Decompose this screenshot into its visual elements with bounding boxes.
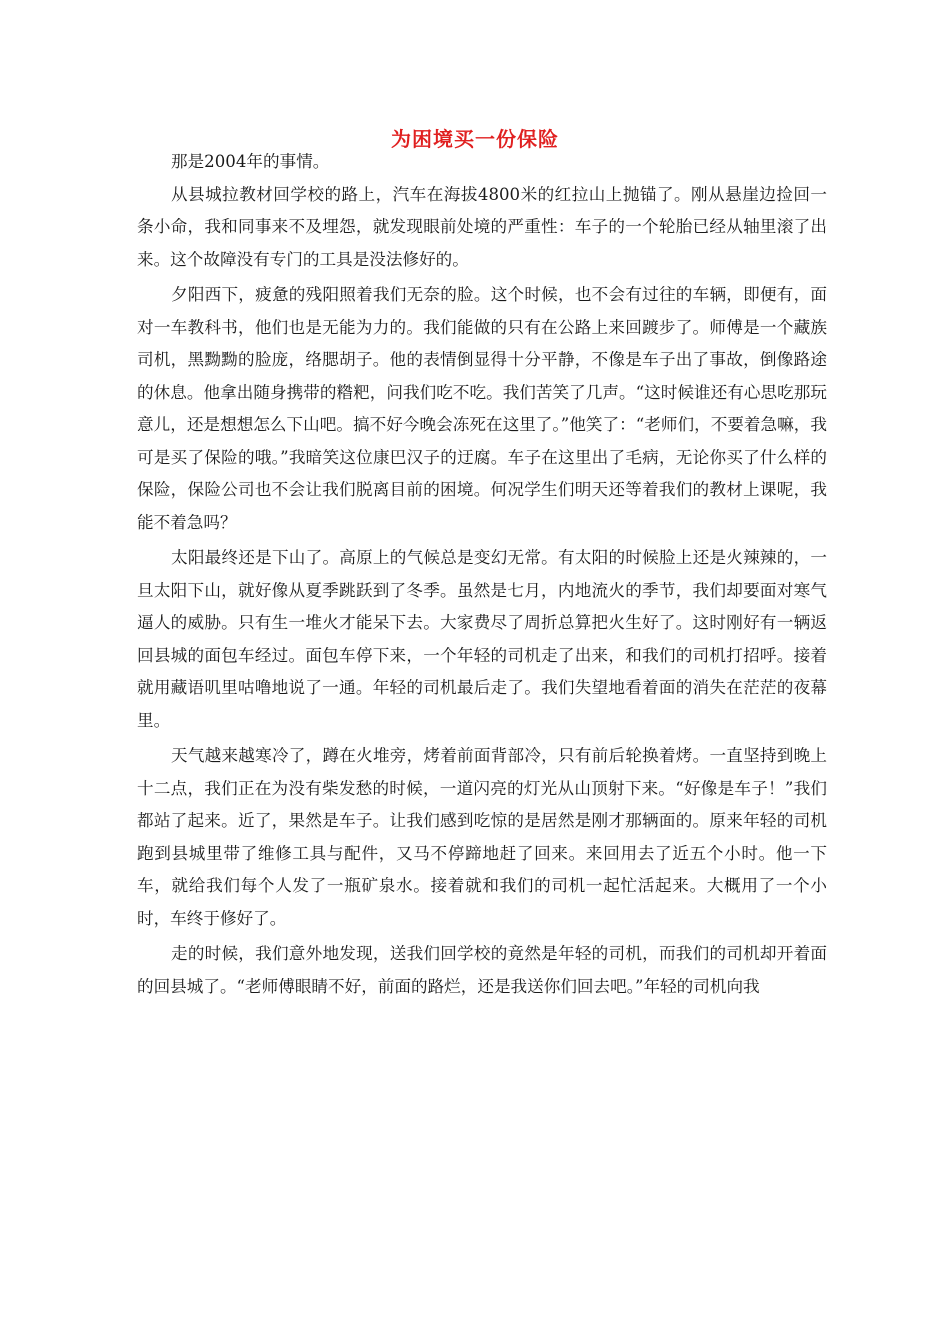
paragraph-4: 太阳最终还是下山了。高原上的气候总是变幻无常。有太阳的时候脸上还是火辣辣的，一旦太阳下山，就好像从夏季跳跃到了冬季。虽然是七月，内地流火的季节，我们却要面对寒气逼人的威胁。只有生一堆火才能呆下去。大家费尽了周折总算把火生好了。这时刚好有一辆返回县城的面包车经过。面包车停下来，一个年轻的司机走了出来，和我们的司机打招呼。接着就用藏语叽里咕噜地说了一通。年轻的司机最后走了。我们失望地看着面的消失在茫茫的夜幕里。 — [137, 548, 827, 730]
paragraph-5: 天气越来越寒冷了，蹲在火堆旁，烤着前面背部冷，只有前后轮换着烤。一直坚持到晚上十二点，我们正在为没有柴发愁的时候，一道闪亮的灯光从山顶射下来。“好像是车子！”我们都站了起来。近了，果然是车子。让我们感到吃惊的是居然是刚才那辆面的。原来年轻的司机跑到县城里带了维修工具与配件，又马不停蹄地赶了回来。来回用去了近五个小时。他一下车，就给我们每个人发了一瓶矿泉水。接着就和我们的司机一起忙活起来。大概用了一个小时，车终于修好了。 — [137, 746, 827, 928]
document-title: 为困境买一份保险 — [391, 127, 559, 151]
paragraph-3: 夕阳西下，疲惫的残阳照着我们无奈的脸。这个时候，也不会有过往的车辆，即便有，面对一车教科书，他们也是无能为力的。我们能做的只有在公路上来回踱步了。师傅是一个藏族司机，黑黝黝的脸庞，络腮胡子。他的表情倒显得十分平静，不像是车子出了事故，倒像路途的休息。他拿出随身携带的糌粑，问我们吃不吃。我们苦笑了几声。“这时候谁还有心思吃那玩意儿，还是想想怎么下山吧。搞不好今晚会冻死在这里了。”他笑了：“老师们，不要着急嘛，我可是买了保险的哦。”我暗笑这位康巴汉子的迂腐。车子在这里出了毛病，无论你买了什么样的保险，保险公司也不会让我们脱离目前的困境。何况学生们明天还等着我们的教材上课呢，我能不着急吗？ — [137, 285, 827, 532]
paragraph-6: 走的时候，我们意外地发现，送我们回学校的竟然是年轻的司机，而我们的司机却开着面的回县城了。“老师傅眼睛不好，前面的路烂，还是我送你们回去吧。”年轻的司机向我 — [137, 944, 827, 996]
document-body — [137, 146, 827, 1003]
paragraph-1: 那是2004年的事情。 — [171, 152, 330, 171]
paragraph-2: 从县城拉教材回学校的路上，汽车在海拔4800米的红拉山上抛锚了。刚从悬崖边捡回一条小命，我和同事来不及埋怨，就发现眼前处境的严重性：车子的一个轮胎已经从轴里滚了出来。这个故障没有专门的工具是没法修好的。 — [137, 184, 827, 269]
